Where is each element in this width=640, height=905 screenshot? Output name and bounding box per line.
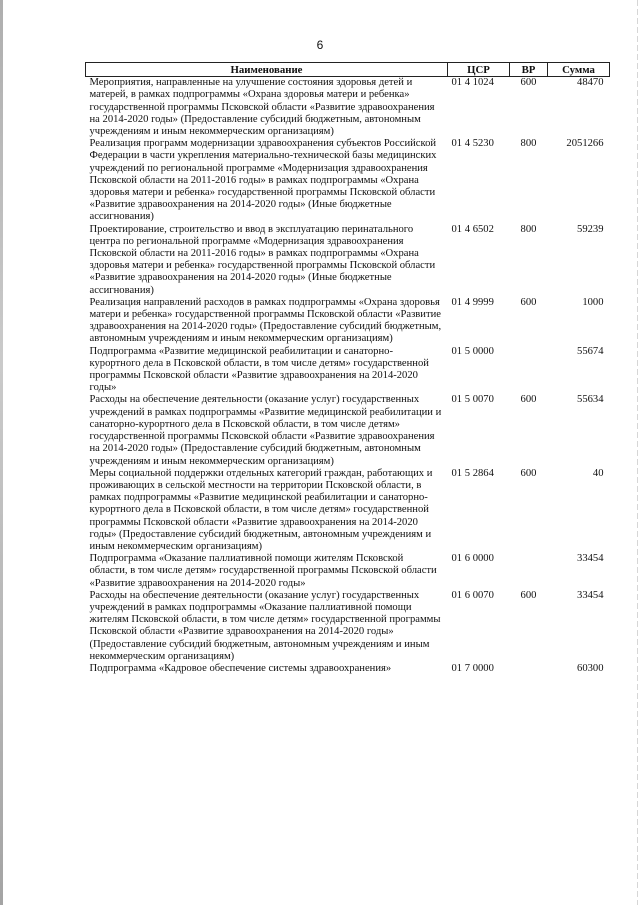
row-vr: 800 bbox=[520, 223, 537, 235]
row-vr: 600 bbox=[520, 296, 537, 308]
row-csr: 01 5 0070 bbox=[451, 394, 494, 406]
table-header-row bbox=[86, 63, 610, 77]
row-csr: 01 6 0070 bbox=[451, 589, 494, 601]
row-vr bbox=[510, 553, 548, 590]
header-name: Наименование bbox=[86, 63, 448, 77]
row-name: Реализация направлений расходов в рамках подпрограммы «Охрана здоровья матери и ребенка» государственной программы Псковской области «Развитие здравоохранения на 2014-2020 годы» (Предоставление субсидий бюджетным, автономным учреждениям и иным некоммерческим организациям) bbox=[89, 296, 442, 345]
table-row bbox=[86, 224, 610, 297]
table-row bbox=[86, 553, 610, 590]
row-vr: 600 bbox=[520, 394, 537, 406]
row-sum: 33454 bbox=[577, 553, 604, 565]
row-sum: 33454 bbox=[577, 589, 604, 601]
table-row bbox=[86, 663, 610, 675]
row-sum: 59239 bbox=[577, 223, 604, 235]
scan-left-edge bbox=[0, 0, 3, 905]
row-csr: 01 4 9999 bbox=[451, 296, 494, 308]
row-name: Подпрограмма «Развитие медицинской реабилитации и санаторно-курортного дела в Псковской области, в том числе детям» государственной программы Псковской области «Развитие здравоохранения на 2014-2020 годы» bbox=[89, 345, 429, 394]
row-csr: 01 5 0000 bbox=[451, 345, 494, 357]
row-vr: 600 bbox=[520, 589, 537, 601]
row-sum: 48470 bbox=[577, 77, 604, 89]
row-name: Расходы на обеспечение деятельности (оказание услуг) государственных учреждений в рамках подпрограммы «Оказание паллиативной помощи жителям Псковской области, в том числе детям» государственной программы Псковской области «Развитие здравоохранения на 2014-2020 годы» (Предоставление субсидий бюджетным, автономным учреждениям и иным некоммерческим организациям) bbox=[89, 589, 441, 662]
row-vr: 800 bbox=[520, 138, 537, 150]
row-csr: 01 4 6502 bbox=[451, 223, 494, 235]
row-name: Расходы на обеспечение деятельности (оказание услуг) государственных учреждений в рамках подпрограммы «Развитие медицинской реабилитации и санаторно-курортного дела в Псковской области, в том числе детям» государственной программы Псковской области «Развитие здравоохранения на 2014-2020 годы» (Предоставление субсидий бюджетным, автономным учреждениям и иным некоммерческим организациям) bbox=[89, 394, 442, 467]
row-csr: 01 5 2864 bbox=[451, 467, 494, 479]
row-csr: 01 4 5230 bbox=[451, 138, 494, 150]
row-csr: 01 4 1024 bbox=[451, 77, 494, 89]
row-sum: 1000 bbox=[582, 296, 604, 308]
row-name: Меры социальной поддержки отдельных категорий граждан, работающих и проживающих в сельской местности на территории Псковской области, в рамках подпрограммы «Развитие медицинской реабилитации и санаторно-курортного дела в Псковской области, в том числе детям» государственной программы Псковской области «Развитие здравоохранения на 2014-2020 годы» (Предоставление субсидий бюджетным, автономным учреждениям и иным некоммерческим организациям) bbox=[89, 467, 433, 552]
row-name: Подпрограмма «Кадровое обеспечение системы здравоохранения» bbox=[89, 662, 392, 674]
table-row bbox=[86, 590, 610, 663]
row-name: Реализация программ модернизации здравоохранения субъектов Российской Федерации в части укрепления материально-технической базы медицинских учреждений по региональной программе «Модернизация здравоохранения Псковской области на 2011-2016 годы» в рамках подпрограммы «Охрана здоровья матери и ребенка» государственной программы Псковской области «Развитие здравоохранения на 2014-2020 годы» (Иные бюджетные ассигнования) bbox=[89, 138, 437, 223]
row-csr: 01 7 0000 bbox=[451, 662, 494, 674]
row-sum: 55634 bbox=[577, 394, 604, 406]
row-name: Мероприятия, направленные на улучшение состояния здоровья детей и матерей, в рамках подпрограммы «Охрана здоровья матери и ребенка» государственной программы Псковской области «Развитие здравоохранения на 2014-2020 годы» (Предоставление субсидий бюджетным, автономным учреждениям и иным некоммерческим организациям) bbox=[89, 77, 435, 138]
row-vr: 600 bbox=[520, 467, 537, 479]
row-vr: 600 bbox=[520, 77, 537, 89]
row-vr bbox=[510, 346, 548, 395]
table-row bbox=[86, 77, 610, 139]
header-vr: ВР bbox=[510, 63, 548, 77]
row-sum: 2051266 bbox=[566, 138, 604, 150]
scan-right-edge bbox=[637, 0, 638, 905]
header-sum: Сумма bbox=[548, 63, 610, 77]
table-row bbox=[86, 138, 610, 223]
row-sum: 55674 bbox=[577, 345, 604, 357]
table-row bbox=[86, 346, 610, 395]
budget-table bbox=[85, 62, 610, 675]
row-name: Проектирование, строительство и ввод в эксплуатацию перинатального центра по региональной программе «Модернизация здравоохранения Псковской области на 2011-2016 годы» в рамках подпрограммы «Охрана здоровья матери и ребенка» государственной программы Псковской области «Развитие здравоохранения на 2014-2020 годы» (Иные бюджетные ассигнования) bbox=[89, 223, 436, 296]
row-name: Подпрограмма «Оказание паллиативной помощи жителям Псковской области, в том числе детям» государственной программы Псковской области «Развитие здравоохранения на 2014-2020 годы» bbox=[89, 553, 437, 589]
row-sum: 40 bbox=[592, 467, 604, 479]
row-sum: 60300 bbox=[577, 662, 604, 674]
table-row bbox=[86, 468, 610, 553]
row-vr bbox=[510, 663, 548, 675]
table-row bbox=[86, 394, 610, 467]
page-number: 6 bbox=[316, 38, 324, 52]
table-row bbox=[86, 297, 610, 346]
row-csr: 01 6 0000 bbox=[451, 553, 494, 565]
header-csr: ЦСР bbox=[448, 63, 510, 77]
